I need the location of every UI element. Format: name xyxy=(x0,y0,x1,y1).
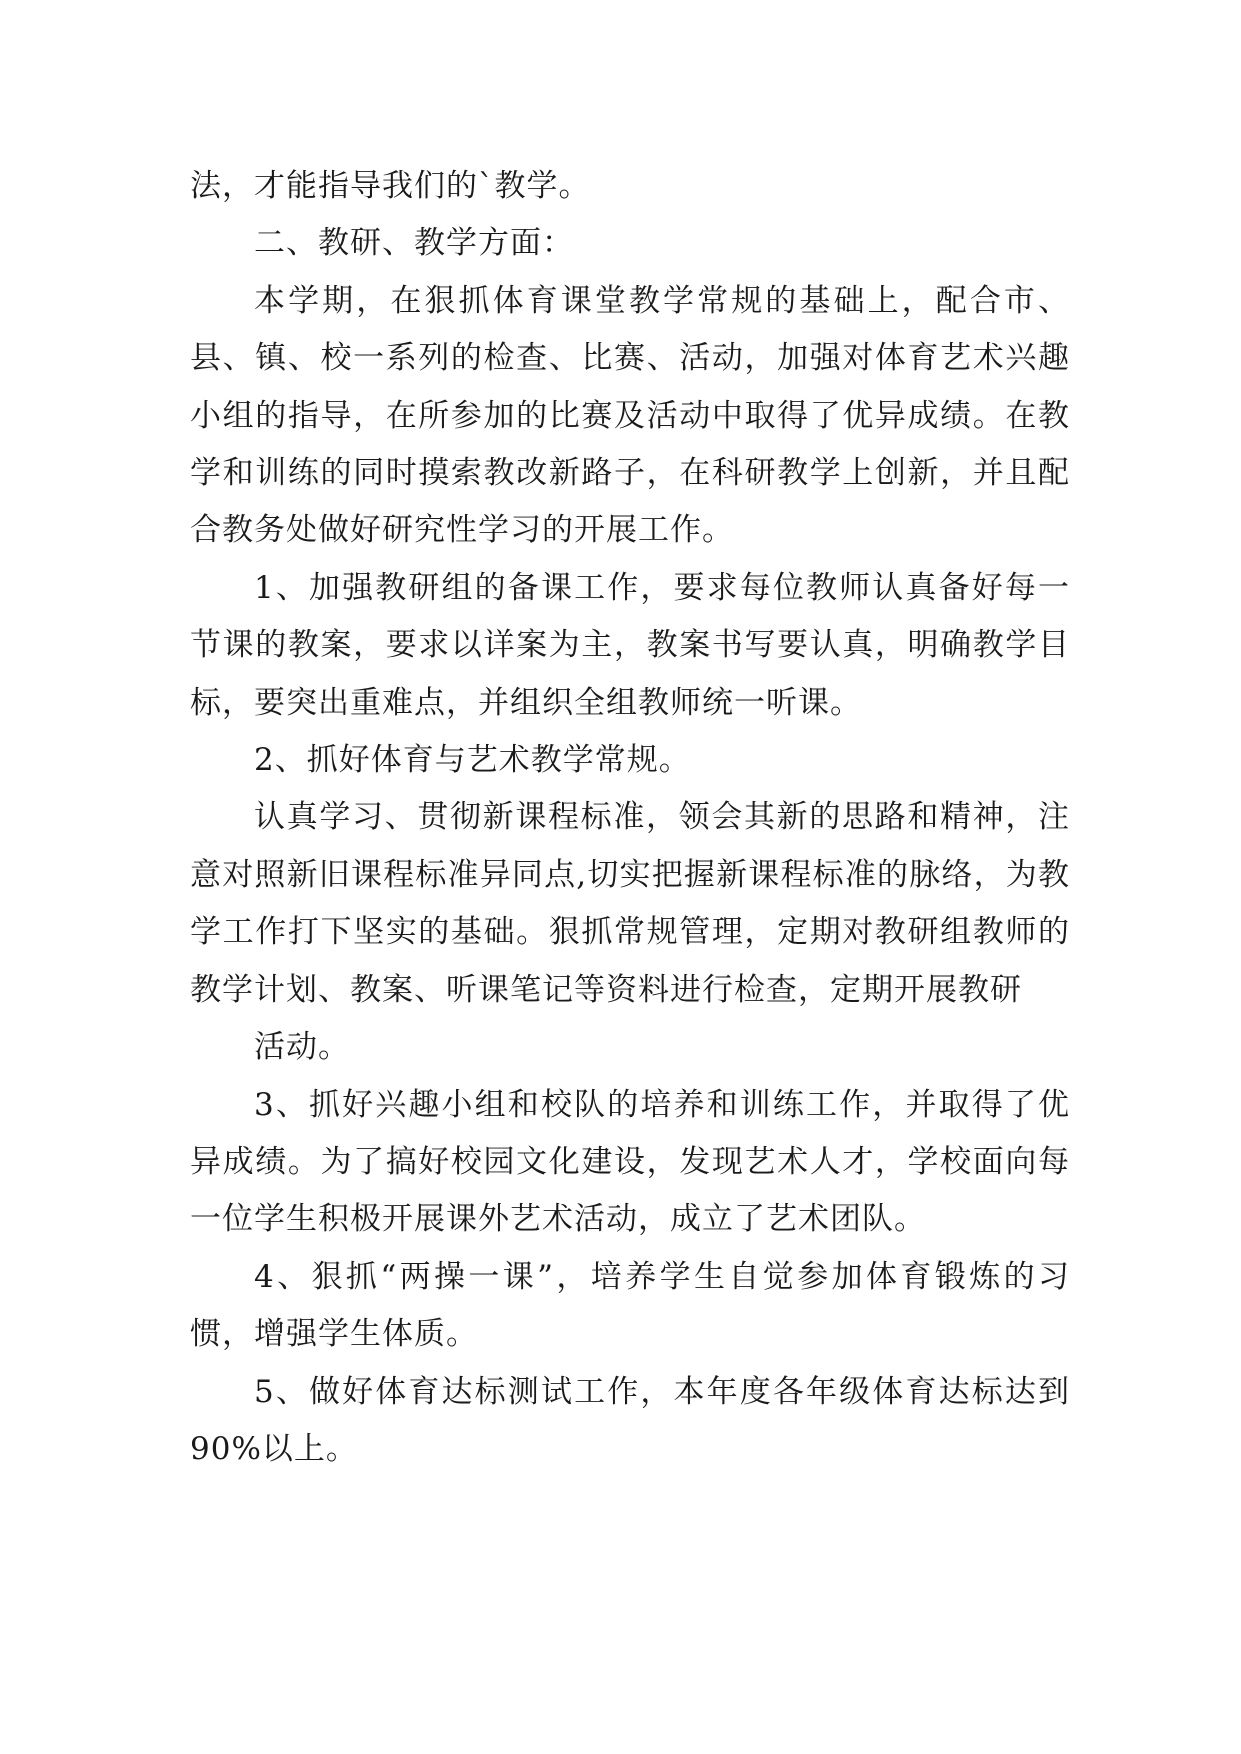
list-item-3: 3、抓好兴趣小组和校队的培养和训练工作，并取得了优异成绩。为了搞好校园文化建设，发现艺术人才，学校面向每一位学生积极开展课外艺术活动，成立了艺术团队。 xyxy=(190,1086,1070,1238)
paragraph-continuation: 法，才能指导我们的`教学。 xyxy=(190,168,591,204)
document-body xyxy=(190,158,1070,1478)
paragraph-standards: 认真学习、贯彻新课程标准，领会其新的思路和精神，注意对照新旧课程标准异同点,切实把握新课程标准的脉络，为教学工作打下坚实的基础。狠抓常规管理，定期对教研组教师的教学计划、教案、听课笔记等资料进行检查，定期开展教研 xyxy=(190,799,1070,1008)
list-item-4: 4、狠抓“两操一课”，培养学生自觉参加体育锻炼的习惯，增强学生体质。 xyxy=(190,1258,1070,1353)
section-heading: 二、教研、教学方面： xyxy=(254,225,574,262)
list-item-2: 2、抓好体育与艺术教学常规。 xyxy=(254,742,691,779)
list-item-1: 1、加强教研组的备课工作，要求每位教师认真备好每一节课的教案，要求以详案为主，教案书写要认真，明确教学目标，要突出重难点，并组织全组教师统一听课。 xyxy=(190,569,1070,721)
list-item-5: 5、做好体育达标测试工作，本年度各年级体育达标达到 90%以上。 xyxy=(190,1373,1070,1467)
paragraph-intro: 本学期，在狠抓体育课堂教学常规的基础上，配合市、县、镇、校一系列的检查、比赛、活动，加强对体育艺术兴趣小组的指导，在所参加的比赛及活动中取得了优异成绩。在教学和训练的同时摸索教改新路子，在科研教学上创新，并且配合教务处做好研究性学习的开展工作。 xyxy=(190,282,1070,549)
paragraph-fragment: 活动。 xyxy=(254,1029,350,1066)
